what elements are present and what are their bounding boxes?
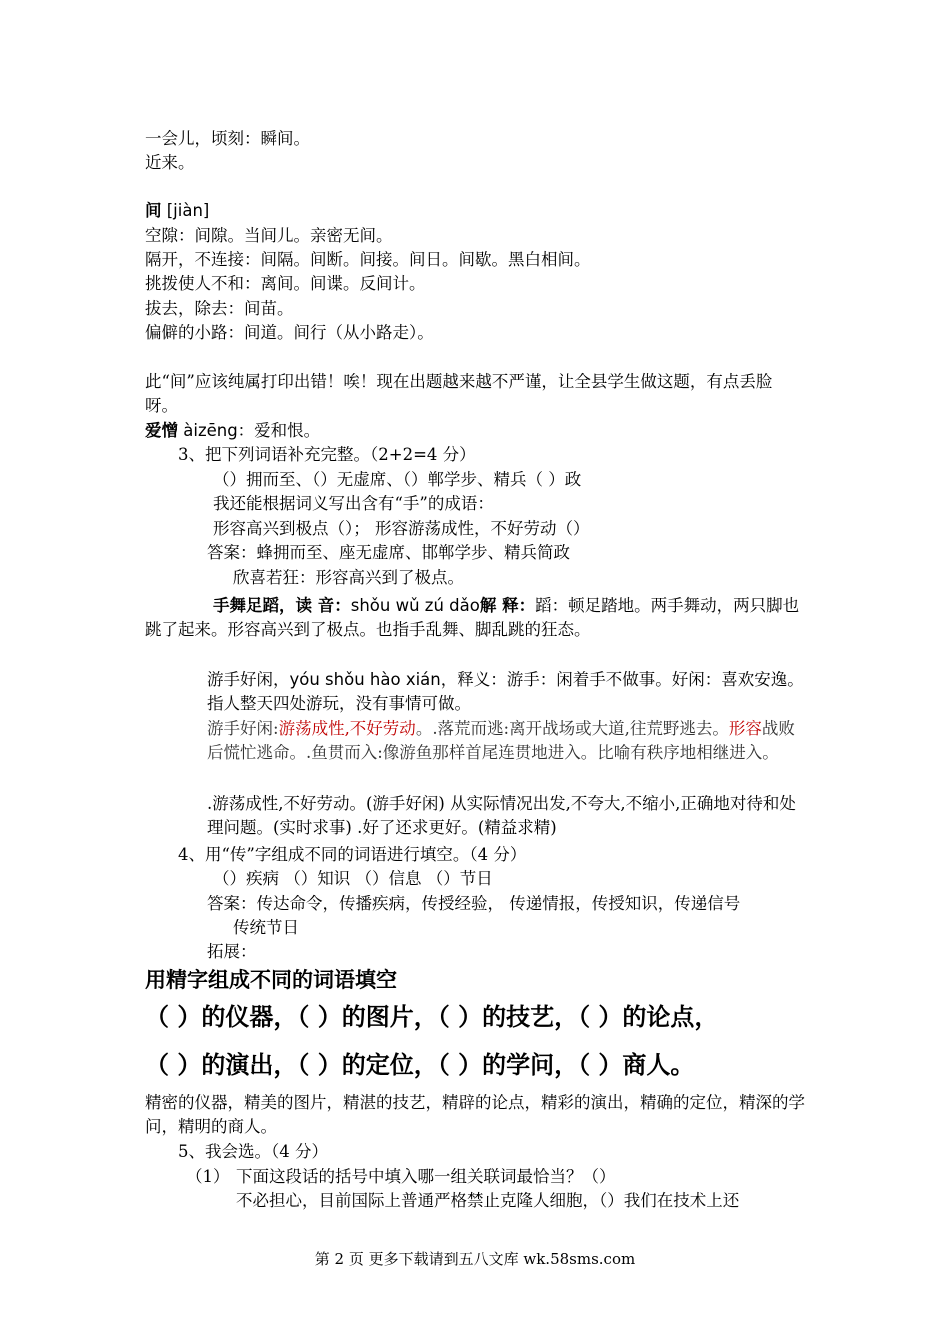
text-line: 形容高兴到极点（）； 形容游荡成性，不好劳动（） <box>213 519 590 538</box>
text-line: 拓展： <box>207 942 257 961</box>
page-footer: 第 2 页 更多下载请到五八文库 wk.58sms.com <box>314 1250 636 1268</box>
extension-answer: 精密的仪器，精美的图片，精湛的技艺，精辟的论点，精彩的演出，精确的定位，精深的学问，精明的商人。 <box>145 1093 805 1136</box>
entry-pinyin: [jiàn] <box>161 201 210 220</box>
entry-word: 爱憎 <box>145 421 178 440</box>
idiom-list: .游荡成性,不好劳动。(游手好闲) 从实际情况出发,不夸大,不缩小,正确地对待和处理问题。(实时求事) .好了还求更好。(精益求精) <box>207 794 796 837</box>
text-line: 下面这段话的括号中填入哪一组关联词最恰当？（） <box>236 1167 616 1186</box>
extension-blanks: （ ）的演出，（ ）的定位，（ ）的学问，（ ）商人。 <box>145 1051 695 1079</box>
text-line: 一会儿，顷刻：瞬间。 <box>145 129 310 148</box>
comment-paragraph: 此“间”应该纯属打印出错！唉！现在出题越来越不严谨，让全县学生做这题，有点丢脸呀。 <box>145 372 773 415</box>
extension-title: 用精字组成不同的词语填空 <box>145 968 397 992</box>
extension-blanks: （ ）的仪器，（ ）的图片，（ ）的技艺，（ ）的论点， <box>145 1003 719 1031</box>
text-line: （）拥而至、（）无虚席、（）郸学步、精兵（ ）政 <box>213 470 582 489</box>
question-5: 5、我会选。（4 分） <box>178 1142 328 1161</box>
text-line: 偏僻的小路：间道。间行（从小路走）。 <box>145 323 434 342</box>
text-line: （）疾病 （）知识 （）信息 （）节日 <box>213 869 493 888</box>
question-3: 3、把下列词语补充完整。（2+2=4 分） <box>178 445 476 464</box>
text-line: 挑拨使人不和：离间。间谍。反间计。 <box>145 274 426 293</box>
idiom-explanation: 手舞足蹈，读 音：shǒu wǔ zú dǎo解 释：蹈：顿足踏地。两手舞动，两只脚也跳了起来。形容高兴到了极点。也指手乱舞、脚乱跳的狂态。 <box>145 596 800 639</box>
answer-line: 答案：传达命令，传播疾病，传授经验， 传递情报，传授知识，传递信号 <box>207 894 741 913</box>
idiom-explanation: 游手好闲，yóu shǒu hào xián，释义：游手：闲着手不做事。好闲：喜欢安逸。指人整天四处游玩，没有事情可做。 <box>207 670 804 713</box>
idiom-list: 游手好闲:游荡成性,不好劳动。.落荒而逃:离开战场或大道,往荒野逃去。形容战败后慌忙逃命。.鱼贯而入:像游鱼那样首尾连贯地进入。比喻有秩序地相继进入。 <box>207 719 795 762</box>
text-line: 隔开，不连接：间隔。间断。间接。间日。间歇。黑白相间。 <box>145 250 591 269</box>
entry-heading <box>145 199 209 223</box>
entry-character: 间 <box>145 201 162 220</box>
text-line: 传统节日 <box>233 918 299 937</box>
question-4: 4、用“传”字组成不同的词语进行填空。（4 分） <box>178 845 527 864</box>
text-line: 欣喜若狂：形容高兴到了极点。 <box>233 568 464 587</box>
entry-heading <box>145 419 320 443</box>
answer-line: 答案：蜂拥而至、座无虚席、邯郸学步、精兵简政 <box>207 543 570 562</box>
text-line: 不必担心，目前国际上普通严格禁止克隆人细胞，（）我们在技术上还 <box>236 1191 740 1210</box>
text-line: 我还能根据词义写出含有“手”的成语： <box>213 494 494 513</box>
text-line: 拔去，除去：间苗。 <box>145 299 294 318</box>
entry-definition: àizēng：爱和恨。 <box>178 421 321 440</box>
text-line: 空隙：间隙。当间儿。亲密无间。 <box>145 226 393 245</box>
text-line: 近来。 <box>145 153 195 172</box>
subquestion-number: （1） <box>186 1167 230 1186</box>
